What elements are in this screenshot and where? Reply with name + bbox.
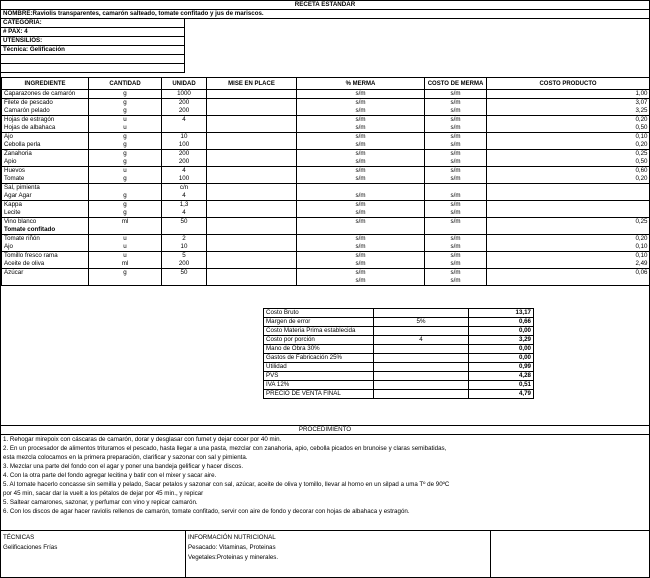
procedure-section bbox=[1, 425, 649, 516]
procedure-step: 2. En un procesador de alimentos trituramos el pescado, hasta llegar a una pasta, mezclar con zanahoria, apio, cebolla picados en brunoise y claras semibatidas, bbox=[3, 445, 447, 452]
table-cell bbox=[207, 269, 297, 278]
table-row bbox=[2, 116, 650, 125]
table-cell bbox=[207, 226, 297, 235]
table-cell bbox=[207, 90, 297, 99]
table-cell bbox=[425, 226, 487, 235]
table-cell: s/m bbox=[297, 158, 425, 167]
cost-row bbox=[264, 372, 534, 381]
table-cell: Hojas de albahaca bbox=[2, 124, 89, 133]
cost-value: 0,51 bbox=[469, 381, 534, 390]
procedure-step: 4. Con la otra parte del fondo agregar lecitina y batir con el mixer y sacar aire. bbox=[3, 472, 217, 479]
table-cell: 10 bbox=[162, 243, 207, 252]
table-row bbox=[2, 167, 650, 176]
sheet-title: RECETA ESTANDAR bbox=[1, 1, 649, 10]
table-cell: u bbox=[89, 124, 162, 133]
table-cell bbox=[207, 192, 297, 201]
table-cell: Tomate riñón bbox=[2, 235, 89, 244]
table-row bbox=[2, 150, 650, 159]
table-cell: Ajo bbox=[2, 243, 89, 252]
table-cell bbox=[207, 116, 297, 125]
table-cell bbox=[207, 260, 297, 269]
cost-label: Gastos de Fabricación 25% bbox=[264, 354, 374, 363]
table-cell bbox=[207, 175, 297, 184]
table-cell: ml bbox=[89, 260, 162, 269]
table-cell bbox=[487, 209, 650, 218]
table-row bbox=[2, 192, 650, 201]
table-cell bbox=[207, 158, 297, 167]
table-cell: 1,00 bbox=[487, 90, 650, 99]
cost-row bbox=[264, 309, 534, 318]
table-cell: s/m bbox=[297, 107, 425, 116]
cost-mid bbox=[374, 327, 469, 336]
table-cell bbox=[207, 150, 297, 159]
table-cell bbox=[487, 192, 650, 201]
table-cell: Caparazones de camarón bbox=[2, 90, 89, 99]
table-cell: s/m bbox=[297, 167, 425, 176]
table-cell: Vino blanco bbox=[2, 218, 89, 227]
column-header: COSTO DE MERMA bbox=[425, 78, 487, 90]
table-cell bbox=[162, 226, 207, 235]
table-cell: 4 bbox=[162, 167, 207, 176]
cost-label: Costo por porción bbox=[264, 336, 374, 345]
table-cell bbox=[207, 107, 297, 116]
table-cell: 4 bbox=[162, 116, 207, 125]
cost-mid bbox=[374, 381, 469, 390]
table-cell bbox=[207, 133, 297, 142]
techniques-title: TÉCNICAS bbox=[3, 534, 35, 541]
table-cell: 200 bbox=[162, 260, 207, 269]
procedure-step: esta mezcla colocamos en la primera preparación, clarificar y sazonar con sal y pimienta. bbox=[3, 454, 248, 461]
table-cell: 0,50 bbox=[487, 124, 650, 133]
table-cell: c/n bbox=[162, 184, 207, 193]
nutrition-block bbox=[186, 531, 491, 577]
cost-value: 4,28 bbox=[469, 372, 534, 381]
table-cell: Tomate confitado bbox=[2, 226, 89, 235]
table-cell: 0,25 bbox=[487, 150, 650, 159]
table-cell: 3,07 bbox=[487, 99, 650, 108]
table-cell: s/m bbox=[297, 124, 425, 133]
table-cell: 0,06 bbox=[487, 269, 650, 278]
table-cell: 0,20 bbox=[487, 116, 650, 125]
table-cell: u bbox=[89, 235, 162, 244]
table-cell bbox=[207, 167, 297, 176]
table-cell: s/m bbox=[425, 260, 487, 269]
cost-value: 3,29 bbox=[469, 336, 534, 345]
cost-value: 13,17 bbox=[469, 309, 534, 318]
cost-label: Margen de error bbox=[264, 318, 374, 327]
table-cell: Huevos bbox=[2, 167, 89, 176]
table-cell: 50 bbox=[162, 218, 207, 227]
table-row bbox=[2, 235, 650, 244]
cost-row bbox=[264, 354, 534, 363]
cost-mid: 5% bbox=[374, 318, 469, 327]
table-cell: s/m bbox=[425, 235, 487, 244]
procedure-step: 1. Rehogar mirepoix con cáscaras de camarón, dorar y desglasar con fumet y dejar cocer por 40 min. bbox=[3, 436, 282, 443]
table-cell bbox=[487, 184, 650, 193]
table-cell: Sal, pimienta bbox=[2, 184, 89, 193]
table-cell: Zanahoria bbox=[2, 150, 89, 159]
ingredients-table bbox=[1, 77, 650, 286]
cost-row bbox=[264, 390, 534, 399]
cost-label: Costo Bruto bbox=[264, 309, 374, 318]
table-cell bbox=[207, 141, 297, 150]
table-cell: 0,20 bbox=[487, 141, 650, 150]
category-field: CATEGORIA: bbox=[1, 19, 185, 28]
table-cell: s/m bbox=[297, 209, 425, 218]
cost-row bbox=[264, 363, 534, 372]
table-cell: 4 bbox=[162, 209, 207, 218]
table-cell: g bbox=[89, 141, 162, 150]
table-cell: 1,3 bbox=[162, 201, 207, 210]
table-cell: ml bbox=[89, 218, 162, 227]
cost-value: 0,99 bbox=[469, 363, 534, 372]
table-cell: s/m bbox=[297, 175, 425, 184]
table-cell bbox=[207, 277, 297, 286]
table-cell: Camarón pelado bbox=[2, 107, 89, 116]
column-header: MISE EN PLACE bbox=[207, 78, 297, 90]
table-row bbox=[2, 226, 650, 235]
cost-row bbox=[264, 336, 534, 345]
table-cell: Cebolla perla bbox=[2, 141, 89, 150]
table-cell: s/m bbox=[425, 141, 487, 150]
table-cell: s/m bbox=[425, 192, 487, 201]
table-cell bbox=[207, 201, 297, 210]
table-cell: 100 bbox=[162, 175, 207, 184]
table-cell: s/m bbox=[425, 99, 487, 108]
cost-value: 4,79 bbox=[469, 390, 534, 399]
table-cell bbox=[425, 184, 487, 193]
nutrition-line-2: Vegetales:Proteinas y minerales. bbox=[188, 554, 279, 561]
table-row bbox=[2, 260, 650, 269]
table-cell: g bbox=[89, 209, 162, 218]
table-cell: Hojas de estragón bbox=[2, 116, 89, 125]
cost-mid bbox=[374, 309, 469, 318]
utensils-field: UTENSILIOS: bbox=[1, 37, 185, 46]
cost-mid bbox=[374, 354, 469, 363]
table-cell: s/m bbox=[425, 209, 487, 218]
table-cell bbox=[89, 226, 162, 235]
table-cell: s/m bbox=[425, 107, 487, 116]
table-cell bbox=[207, 243, 297, 252]
table-cell: s/m bbox=[297, 277, 425, 286]
table-cell bbox=[207, 99, 297, 108]
table-cell: 10 bbox=[162, 133, 207, 142]
table-cell: Azúcar bbox=[2, 269, 89, 278]
table-cell: u bbox=[89, 116, 162, 125]
table-cell: s/m bbox=[425, 175, 487, 184]
table-cell bbox=[162, 124, 207, 133]
cost-value: 0,66 bbox=[469, 318, 534, 327]
cost-mid bbox=[374, 390, 469, 399]
table-row bbox=[2, 252, 650, 261]
table-cell: s/m bbox=[425, 243, 487, 252]
table-cell: g bbox=[89, 90, 162, 99]
footer bbox=[1, 530, 649, 577]
table-cell: 0,10 bbox=[487, 252, 650, 261]
table-cell bbox=[89, 277, 162, 286]
table-cell: 5 bbox=[162, 252, 207, 261]
table-cell: g bbox=[89, 133, 162, 142]
table-cell bbox=[207, 209, 297, 218]
cost-label: Mano de Obra 30% bbox=[264, 345, 374, 354]
cost-value: 0,00 bbox=[469, 327, 534, 336]
table-cell: s/m bbox=[297, 133, 425, 142]
table-cell: u bbox=[89, 243, 162, 252]
table-row bbox=[2, 175, 650, 184]
table-cell: Agar Agar bbox=[2, 192, 89, 201]
table-cell: 200 bbox=[162, 99, 207, 108]
cost-mid: 4 bbox=[374, 336, 469, 345]
table-cell: g bbox=[89, 201, 162, 210]
table-row bbox=[2, 141, 650, 150]
table-cell: Tomillo fresco rama bbox=[2, 252, 89, 261]
table-cell: g bbox=[89, 107, 162, 116]
table-cell: s/m bbox=[297, 201, 425, 210]
cost-row bbox=[264, 327, 534, 336]
table-cell: 200 bbox=[162, 150, 207, 159]
procedure-step: por 45 min, sacar dar la vuelt a los pétalos de dejar por 45 min., y repicar bbox=[3, 490, 204, 497]
table-row bbox=[2, 184, 650, 193]
table-cell: 100 bbox=[162, 141, 207, 150]
table-cell bbox=[207, 184, 297, 193]
cost-label: PRECIO DE VENTA FINAL bbox=[264, 390, 374, 399]
table-row bbox=[2, 201, 650, 210]
table-cell: 0,25 bbox=[487, 218, 650, 227]
table-cell: g bbox=[89, 175, 162, 184]
cost-row bbox=[264, 318, 534, 327]
table-cell: s/m bbox=[297, 90, 425, 99]
table-cell: 2,49 bbox=[487, 260, 650, 269]
table-row bbox=[2, 124, 650, 133]
table-cell: s/m bbox=[425, 167, 487, 176]
column-header: UNIDAD bbox=[162, 78, 207, 90]
table-cell: g bbox=[89, 269, 162, 278]
table-row bbox=[2, 243, 650, 252]
table-cell: 0,50 bbox=[487, 158, 650, 167]
table-cell: s/m bbox=[425, 124, 487, 133]
table-cell bbox=[207, 252, 297, 261]
pax-field: # PAX: 4 bbox=[1, 28, 185, 37]
table-header bbox=[2, 78, 650, 90]
table-cell: g bbox=[89, 158, 162, 167]
cost-value: 0,00 bbox=[469, 345, 534, 354]
table-cell: Kappa bbox=[2, 201, 89, 210]
cost-mid bbox=[374, 363, 469, 372]
procedure-title: PROCEDIMIENTO bbox=[1, 425, 649, 435]
table-cell: Apio bbox=[2, 158, 89, 167]
cost-label: Utilidad bbox=[264, 363, 374, 372]
table-cell: s/m bbox=[297, 235, 425, 244]
table-row bbox=[2, 218, 650, 227]
table-cell: 0,20 bbox=[487, 235, 650, 244]
table-cell: s/m bbox=[297, 252, 425, 261]
table-cell: Tomate bbox=[2, 175, 89, 184]
table-row bbox=[2, 107, 650, 116]
procedure-step: 3. Mezclar una parte del fondo con el agar y poner una bandeja gelificar y hacer discos. bbox=[3, 463, 244, 470]
table-cell bbox=[487, 277, 650, 286]
table-cell: g bbox=[89, 150, 162, 159]
cost-summary bbox=[263, 308, 534, 399]
table-row bbox=[2, 269, 650, 278]
table-cell: u bbox=[89, 167, 162, 176]
table-cell bbox=[487, 201, 650, 210]
table-cell: 2 bbox=[162, 235, 207, 244]
table-cell bbox=[297, 184, 425, 193]
cost-value: 0,00 bbox=[469, 354, 534, 363]
table-cell: g bbox=[89, 99, 162, 108]
cost-row bbox=[264, 381, 534, 390]
table-cell: s/m bbox=[297, 243, 425, 252]
recipe-name: NOMBRE:Raviolis transparentes, camarón salteado, tomate confitado y jus de mariscos. bbox=[1, 10, 649, 19]
table-cell: s/m bbox=[425, 116, 487, 125]
nutrition-line-1: Pesacado: Vitaminas, Proteinas bbox=[188, 544, 276, 551]
table-cell: g bbox=[89, 192, 162, 201]
table-cell: u bbox=[89, 252, 162, 261]
column-header: COSTO PRODUCTO bbox=[487, 78, 650, 90]
table-cell bbox=[89, 184, 162, 193]
table-cell: Lecite bbox=[2, 209, 89, 218]
table-cell: s/m bbox=[297, 269, 425, 278]
table-cell: s/m bbox=[297, 192, 425, 201]
table-cell: 0,20 bbox=[487, 175, 650, 184]
technique-field: Técnica: Gelificación bbox=[1, 46, 185, 55]
column-header: % MERMA bbox=[297, 78, 425, 90]
cost-label: IVA 12% bbox=[264, 381, 374, 390]
table-cell: 0,10 bbox=[487, 243, 650, 252]
table-cell: Aceite de oliva bbox=[2, 260, 89, 269]
table-cell: s/m bbox=[297, 150, 425, 159]
table-cell bbox=[207, 235, 297, 244]
table-cell: s/m bbox=[297, 116, 425, 125]
table-cell: 200 bbox=[162, 107, 207, 116]
table-cell: s/m bbox=[425, 150, 487, 159]
cost-row bbox=[264, 345, 534, 354]
table-cell: s/m bbox=[425, 269, 487, 278]
techniques-block bbox=[1, 531, 186, 577]
table-cell: s/m bbox=[425, 158, 487, 167]
table-cell: Ajo bbox=[2, 133, 89, 142]
table-row bbox=[2, 90, 650, 99]
cost-mid bbox=[374, 345, 469, 354]
column-header: INGREDIENTE bbox=[2, 78, 89, 90]
table-cell: Filete de pescado bbox=[2, 99, 89, 108]
procedure-step: 6. Con los discos de agar hacer raviolis rellenos de camarón, tomate confitado, servir con aire de fondo y decorar con hojas de albahaca y estragón. bbox=[3, 508, 410, 515]
procedure-steps bbox=[1, 435, 649, 516]
procedure-step: 5. Al tomate hacerlo concasse sin semilla y pelado, Sacar petalos y sazonar con sal, azúcar, aceite de oliva y tomillo, llevar al horno en un silpad a uma Tº de 90ºC bbox=[3, 481, 450, 488]
table-cell: s/m bbox=[425, 252, 487, 261]
table-cell bbox=[297, 226, 425, 235]
table-cell bbox=[207, 124, 297, 133]
table-cell: 0,60 bbox=[487, 167, 650, 176]
cost-label: Costo Materia Prima establecida bbox=[264, 327, 374, 336]
table-cell: 1000 bbox=[162, 90, 207, 99]
nutrition-title: INFORMACIÓN NUTRICIONAL bbox=[188, 534, 276, 541]
table-cell bbox=[487, 226, 650, 235]
table-row bbox=[2, 133, 650, 142]
table-cell bbox=[162, 277, 207, 286]
table-row bbox=[2, 99, 650, 108]
table-cell: 200 bbox=[162, 158, 207, 167]
table-row bbox=[2, 158, 650, 167]
cost-label: PVS bbox=[264, 372, 374, 381]
table-cell: s/m bbox=[425, 133, 487, 142]
table-row bbox=[2, 277, 650, 286]
table-cell: s/m bbox=[425, 218, 487, 227]
table-cell bbox=[207, 218, 297, 227]
table-cell: s/m bbox=[297, 260, 425, 269]
table-cell: s/m bbox=[425, 277, 487, 286]
table-cell: 0,10 bbox=[487, 133, 650, 142]
table-cell bbox=[2, 277, 89, 286]
table-cell: 50 bbox=[162, 269, 207, 278]
table-cell: 3,25 bbox=[487, 107, 650, 116]
techniques-value: Gelificaciones Frías bbox=[3, 544, 58, 551]
table-cell: s/m bbox=[297, 99, 425, 108]
procedure-step: 5. Saltear camarones, sazonar, y perfumar con vino y repicar camarón. bbox=[3, 499, 198, 506]
table-row bbox=[2, 209, 650, 218]
table-cell: 4 bbox=[162, 192, 207, 201]
table-cell: s/m bbox=[425, 90, 487, 99]
cost-mid bbox=[374, 372, 469, 381]
table-cell: s/m bbox=[297, 141, 425, 150]
column-header: CANTIDAD bbox=[89, 78, 162, 90]
table-cell: s/m bbox=[297, 218, 425, 227]
table-cell: s/m bbox=[425, 201, 487, 210]
recipe-header bbox=[1, 10, 649, 73]
